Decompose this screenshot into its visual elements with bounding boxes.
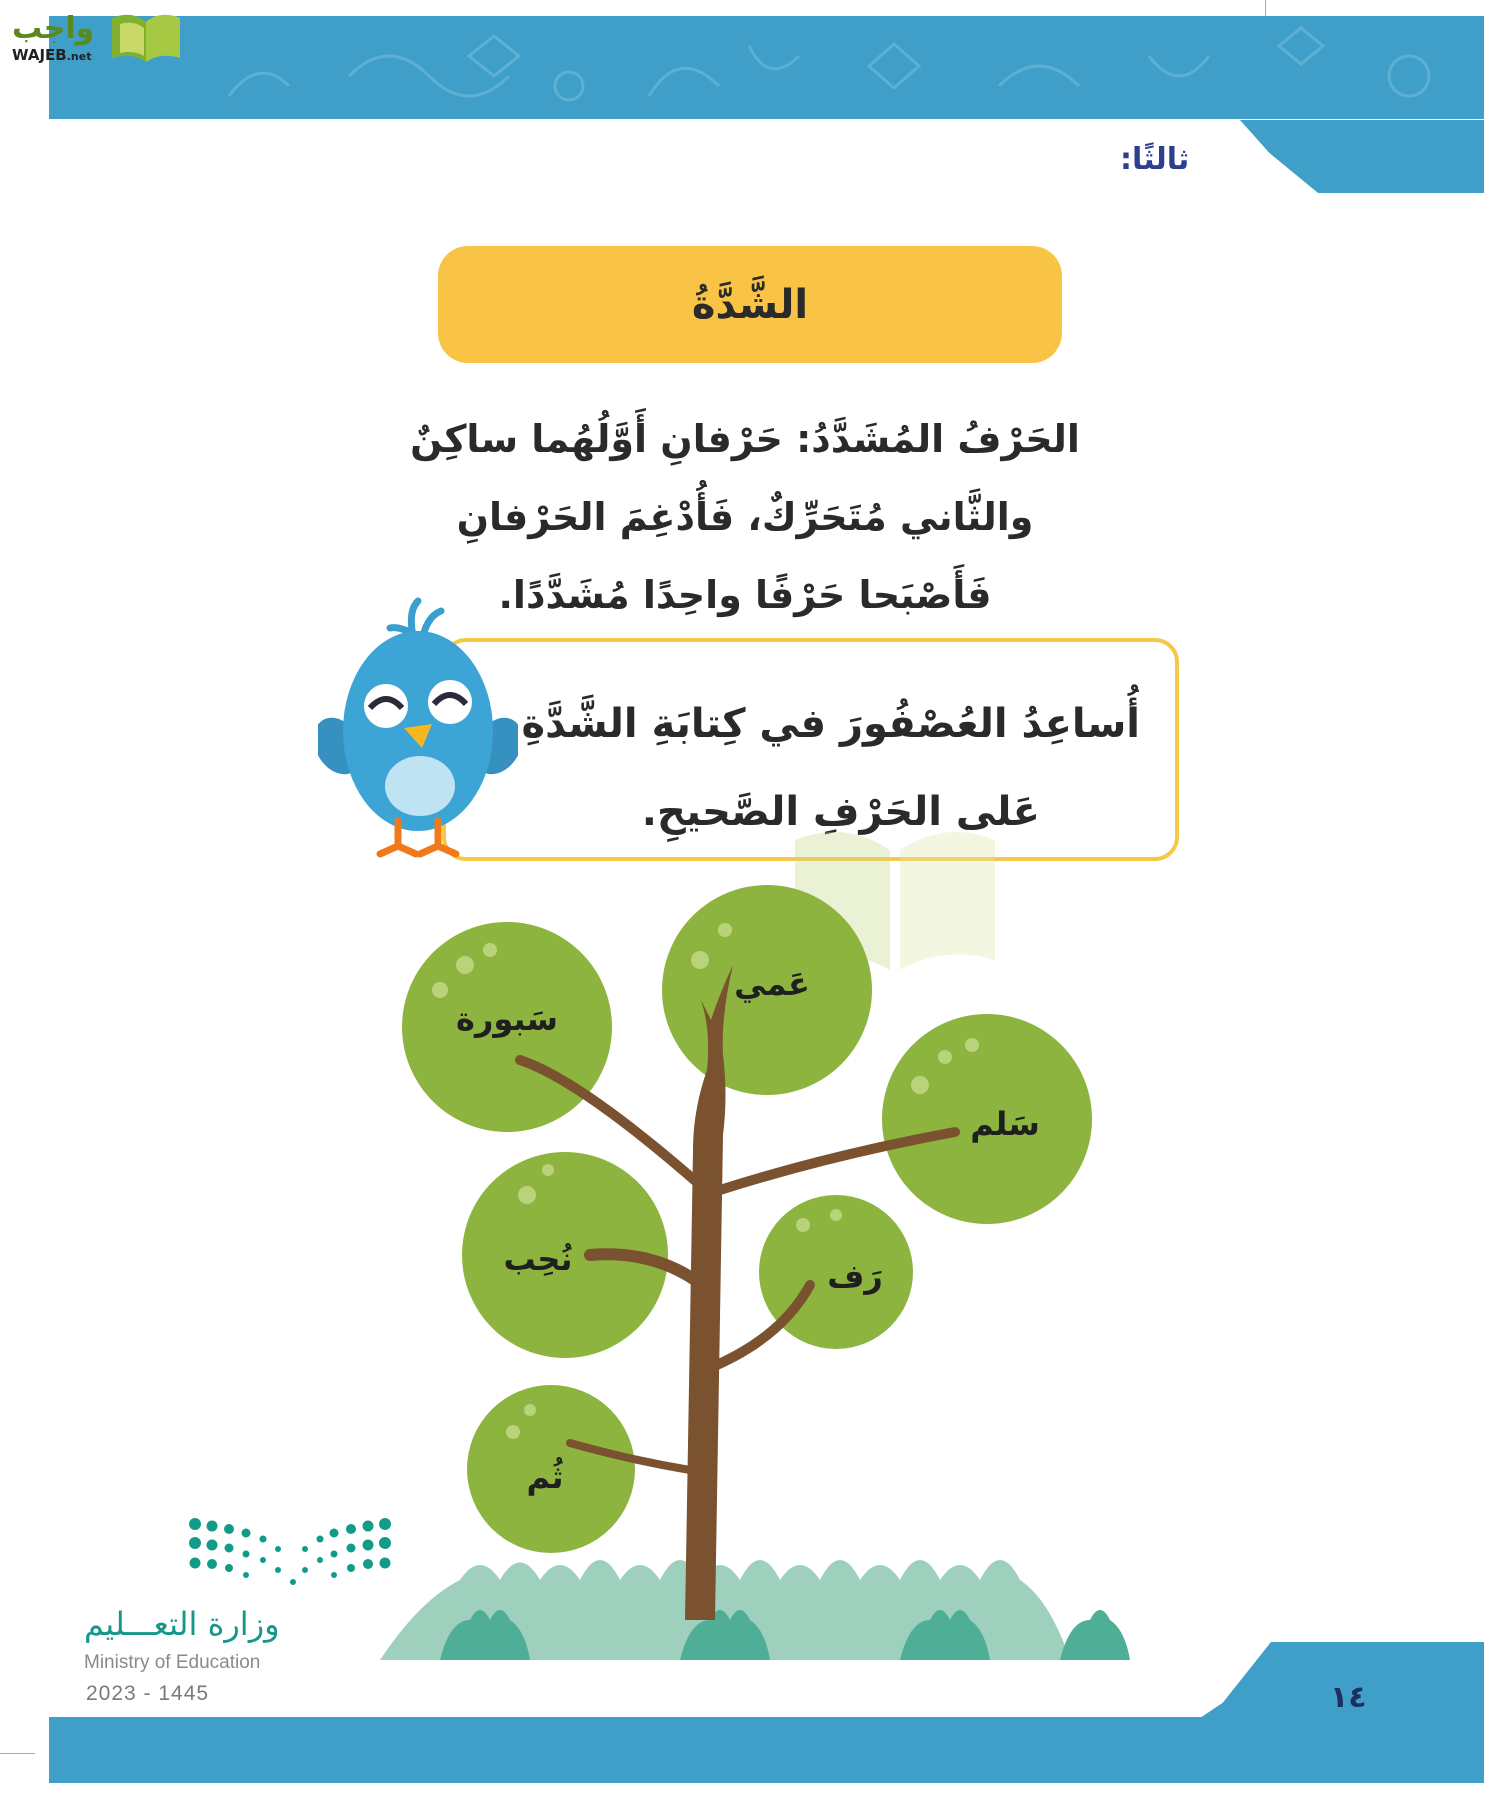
- definition-line: والثَّاني مُتَحَرِّكٌ، فَأُدْغِمَ الحَرْفانِ: [456, 495, 1034, 539]
- ministry-name-english: Ministry of Education: [84, 1652, 261, 1673]
- wajeb-logo: [8, 4, 188, 66]
- tree-word: نُحِب: [503, 1240, 573, 1278]
- tree-word: ثُم: [526, 1458, 564, 1496]
- tree-word: سَبورة: [456, 1000, 558, 1038]
- title-banner: [438, 246, 1062, 363]
- instruction-line: عَلى الحَرْفِ الصَّحيحِ.: [641, 789, 1040, 835]
- banner-pattern: [49, 16, 1484, 119]
- tree-illustration: [380, 870, 1200, 1670]
- crop-mark: [0, 1753, 35, 1754]
- ministry-name-arabic: وزارة التعـــليم: [84, 1605, 280, 1643]
- top-banner: [49, 16, 1484, 119]
- svg-text:واجب: واجب: [12, 11, 95, 46]
- tree-word: عَمي: [734, 965, 810, 1003]
- section-tab-accent: [1240, 120, 1484, 193]
- bottom-bar: [49, 1717, 1484, 1783]
- section-label: ثالثًا:: [1120, 142, 1190, 177]
- edition-year: 2023 - 1445: [86, 1682, 210, 1705]
- page-number: ١٤: [1330, 1680, 1367, 1715]
- tree-word: سَلم: [970, 1105, 1040, 1143]
- definition-line: الحَرْفُ المُشَدَّدُ: حَرْفانِ أَوَّلُهُما ساكِنٌ: [410, 417, 1080, 461]
- svg-text:WAJEB.net: WAJEB.net: [12, 46, 92, 64]
- definition-line: فَأَصْبَحا حَرْفًا واحِدًا مُشَدَّدًا.: [498, 573, 992, 617]
- tree-word: رَف: [827, 1257, 883, 1295]
- ministry-logo-dots: [185, 1518, 395, 1590]
- page-title: الشَّدَّةُ: [691, 281, 809, 328]
- bird-illustration: [318, 596, 518, 866]
- instruction-line: أُساعِدُ العُصْفُورَ في كِتابَةِ الشَّدَّةِ: [521, 701, 1140, 747]
